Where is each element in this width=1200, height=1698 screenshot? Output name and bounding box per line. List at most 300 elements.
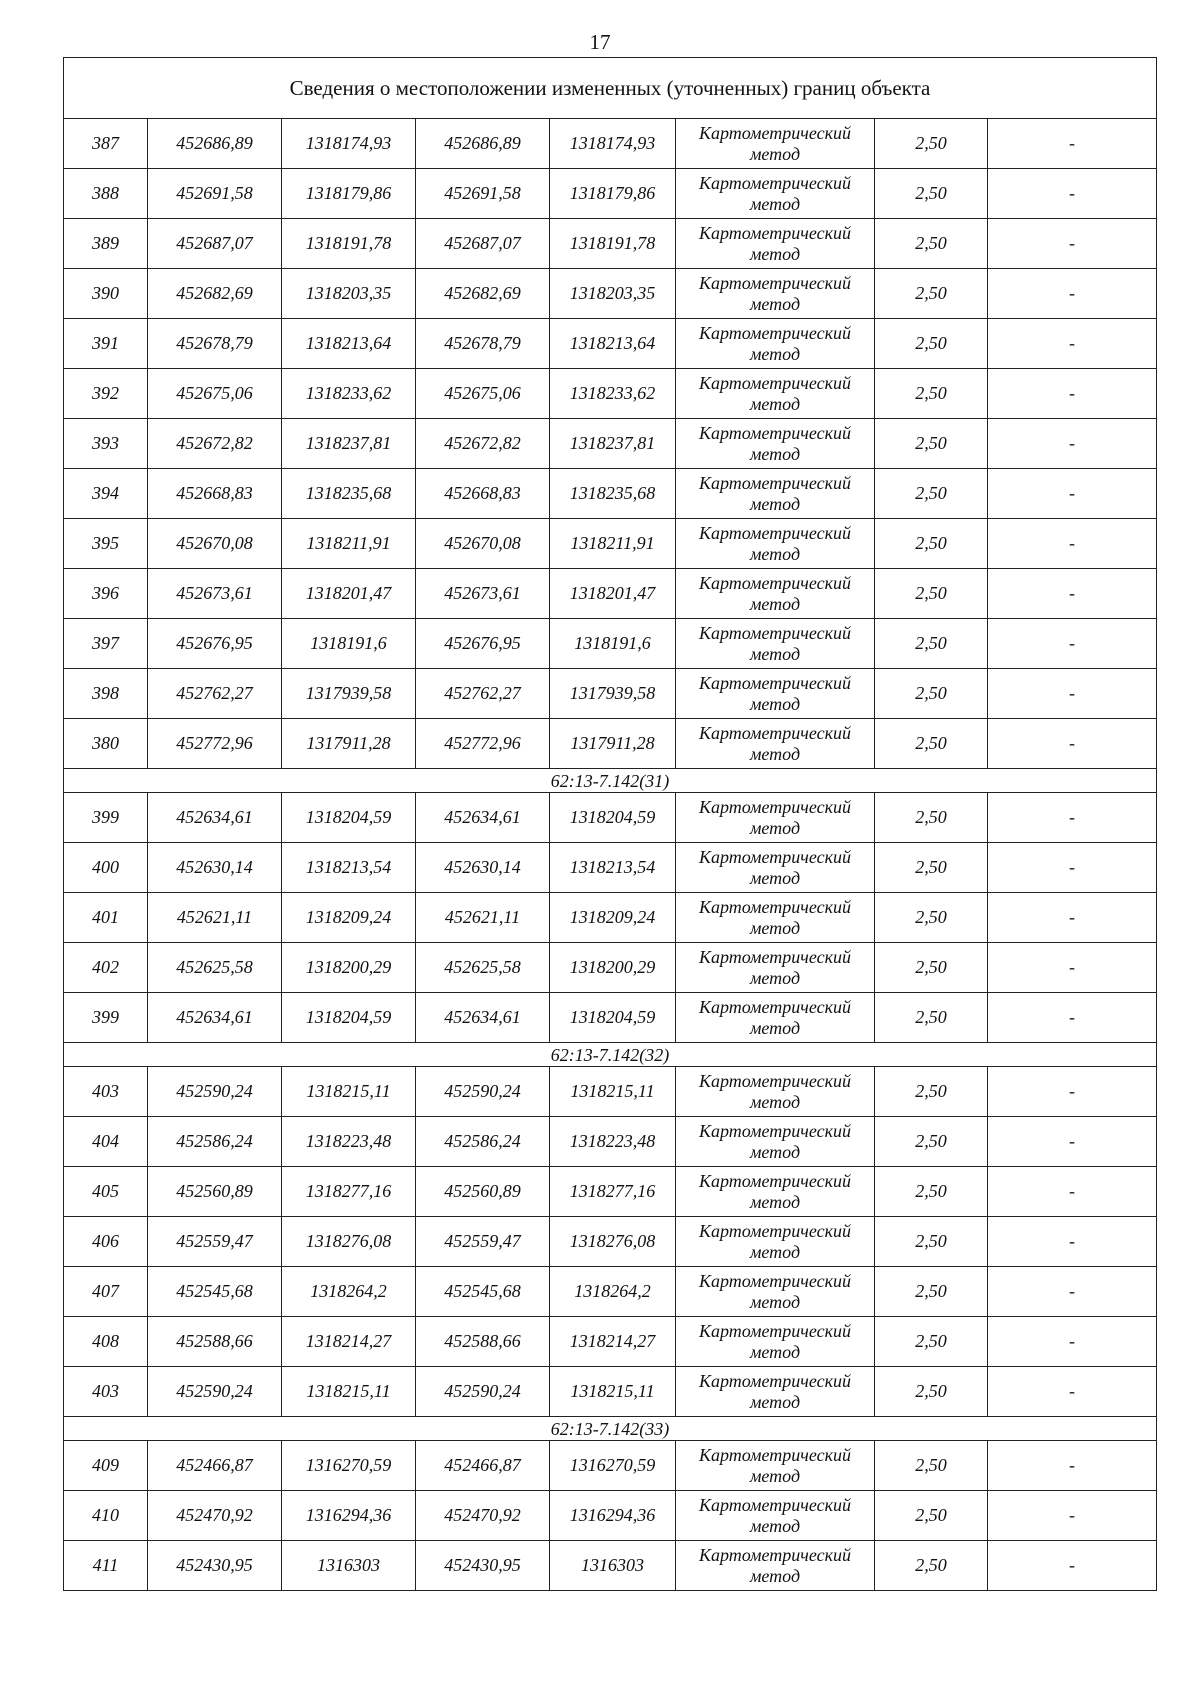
method-line2: метод — [749, 967, 801, 988]
x-existing-cell: 452670,08 — [148, 519, 282, 569]
accuracy-cell: 2,50 — [875, 719, 988, 769]
y-new-cell: 1316270,59 — [550, 1441, 676, 1491]
section-label: 62:13-7.142(31) — [64, 769, 1157, 793]
accuracy-cell: 2,50 — [875, 169, 988, 219]
method-cell — [676, 269, 875, 319]
method-line1: Картометрический — [698, 796, 851, 817]
y-new-cell: 1318191,78 — [550, 219, 676, 269]
section-label: 62:13-7.142(33) — [64, 1417, 1157, 1441]
table-row — [64, 119, 1157, 169]
x-new-cell: 452466,87 — [416, 1441, 550, 1491]
method-line2: метод — [749, 1565, 801, 1586]
point-number-cell: 392 — [64, 369, 148, 419]
accuracy-cell: 2,50 — [875, 469, 988, 519]
x-existing-cell: 452691,58 — [148, 169, 282, 219]
x-existing-cell: 452470,92 — [148, 1491, 282, 1541]
note-cell: - — [988, 619, 1157, 669]
x-new-cell: 452675,06 — [416, 369, 550, 419]
method-cell — [676, 1317, 875, 1367]
boundary-coordinates-table — [63, 57, 1157, 1591]
x-existing-cell: 452686,89 — [148, 119, 282, 169]
y-existing-cell: 1318215,11 — [282, 1067, 416, 1117]
x-existing-cell: 452430,95 — [148, 1541, 282, 1591]
point-number-cell: 389 — [64, 219, 148, 269]
x-new-cell: 452686,89 — [416, 119, 550, 169]
table-row — [64, 943, 1157, 993]
method-line2: метод — [749, 1191, 801, 1212]
method-line2: метод — [749, 243, 801, 264]
method-cell — [676, 1067, 875, 1117]
method-cell — [676, 843, 875, 893]
x-existing-cell: 452560,89 — [148, 1167, 282, 1217]
method-line2: метод — [749, 593, 801, 614]
accuracy-cell: 2,50 — [875, 893, 988, 943]
method-line1: Картометрический — [698, 572, 851, 593]
table-row — [64, 993, 1157, 1043]
point-number-cell: 395 — [64, 519, 148, 569]
method-cell — [676, 1541, 875, 1591]
method-line1: Картометрический — [698, 1170, 851, 1191]
y-existing-cell: 1318209,24 — [282, 893, 416, 943]
y-new-cell: 1318215,11 — [550, 1067, 676, 1117]
x-new-cell: 452560,89 — [416, 1167, 550, 1217]
y-existing-cell: 1318191,6 — [282, 619, 416, 669]
point-number-cell: 390 — [64, 269, 148, 319]
method-cell — [676, 319, 875, 369]
point-number-cell: 401 — [64, 893, 148, 943]
method-line1: Картометрический — [698, 222, 851, 243]
accuracy-cell: 2,50 — [875, 943, 988, 993]
table-row — [64, 1067, 1157, 1117]
method-line1: Картометрический — [698, 1370, 851, 1391]
method-line1: Картометрический — [698, 672, 851, 693]
page-number: 17 — [589, 30, 611, 54]
point-number-cell: 398 — [64, 669, 148, 719]
accuracy-cell: 2,50 — [875, 1441, 988, 1491]
method-line1: Картометрический — [698, 322, 851, 343]
accuracy-cell: 2,50 — [875, 1267, 988, 1317]
table-row — [64, 1217, 1157, 1267]
y-new-cell: 1318213,64 — [550, 319, 676, 369]
y-existing-cell: 1318191,78 — [282, 219, 416, 269]
y-new-cell: 1318223,48 — [550, 1117, 676, 1167]
method-line2: метод — [749, 1017, 801, 1038]
x-existing-cell: 452559,47 — [148, 1217, 282, 1267]
method-line2: метод — [749, 393, 801, 414]
method-line2: метод — [749, 1391, 801, 1412]
method-line2: метод — [749, 1241, 801, 1262]
accuracy-cell: 2,50 — [875, 1317, 988, 1367]
method-cell — [676, 1167, 875, 1217]
point-number-cell: 399 — [64, 993, 148, 1043]
y-existing-cell: 1318213,64 — [282, 319, 416, 369]
table-row — [64, 519, 1157, 569]
method-line2: метод — [749, 543, 801, 564]
x-new-cell: 452762,27 — [416, 669, 550, 719]
method-line1: Картометрический — [698, 1544, 851, 1565]
method-cell — [676, 519, 875, 569]
accuracy-cell: 2,50 — [875, 219, 988, 269]
table-row — [64, 269, 1157, 319]
y-new-cell: 1318191,6 — [550, 619, 676, 669]
y-existing-cell: 1318237,81 — [282, 419, 416, 469]
note-cell: - — [988, 369, 1157, 419]
method-line1: Картометрический — [698, 1320, 851, 1341]
method-line2: метод — [749, 443, 801, 464]
section-label: 62:13-7.142(32) — [64, 1043, 1157, 1067]
note-cell: - — [988, 993, 1157, 1043]
method-line2: метод — [749, 1141, 801, 1162]
table-title: Сведения о местоположении измененных (уточненных) границ объекта — [64, 58, 1157, 119]
x-existing-cell: 452762,27 — [148, 669, 282, 719]
method-line2: метод — [749, 1291, 801, 1312]
accuracy-cell: 2,50 — [875, 1067, 988, 1117]
x-new-cell: 452470,92 — [416, 1491, 550, 1541]
accuracy-cell: 2,50 — [875, 843, 988, 893]
y-existing-cell: 1318174,93 — [282, 119, 416, 169]
table-row — [64, 843, 1157, 893]
method-line2: метод — [749, 193, 801, 214]
method-cell — [676, 1267, 875, 1317]
accuracy-cell: 2,50 — [875, 1367, 988, 1417]
method-line1: Картометрический — [698, 1494, 851, 1515]
x-new-cell: 452668,83 — [416, 469, 550, 519]
y-new-cell: 1318233,62 — [550, 369, 676, 419]
y-new-cell: 1318214,27 — [550, 1317, 676, 1367]
method-line1: Картометрический — [698, 946, 851, 967]
y-existing-cell: 1318215,11 — [282, 1367, 416, 1417]
method-line1: Картометрический — [698, 1120, 851, 1141]
x-existing-cell: 452630,14 — [148, 843, 282, 893]
point-number-cell: 397 — [64, 619, 148, 669]
x-existing-cell: 452673,61 — [148, 569, 282, 619]
x-new-cell: 452678,79 — [416, 319, 550, 369]
y-new-cell: 1318204,59 — [550, 993, 676, 1043]
table-row — [64, 893, 1157, 943]
y-new-cell: 1318209,24 — [550, 893, 676, 943]
method-cell — [676, 469, 875, 519]
y-new-cell: 1318203,35 — [550, 269, 676, 319]
section-row — [64, 769, 1157, 793]
y-new-cell: 1318204,59 — [550, 793, 676, 843]
method-cell — [676, 719, 875, 769]
x-new-cell: 452590,24 — [416, 1067, 550, 1117]
note-cell: - — [988, 669, 1157, 719]
table-row — [64, 419, 1157, 469]
note-cell: - — [988, 793, 1157, 843]
accuracy-cell: 2,50 — [875, 519, 988, 569]
y-new-cell: 1317939,58 — [550, 669, 676, 719]
section-row — [64, 1043, 1157, 1067]
x-existing-cell: 452621,11 — [148, 893, 282, 943]
note-cell: - — [988, 1441, 1157, 1491]
y-new-cell: 1316303 — [550, 1541, 676, 1591]
accuracy-cell: 2,50 — [875, 669, 988, 719]
method-line2: метод — [749, 1465, 801, 1486]
point-number-cell: 400 — [64, 843, 148, 893]
method-line1: Картометрический — [698, 1444, 851, 1465]
point-number-cell: 396 — [64, 569, 148, 619]
x-existing-cell: 452634,61 — [148, 793, 282, 843]
point-number-cell: 409 — [64, 1441, 148, 1491]
point-number-cell: 403 — [64, 1067, 148, 1117]
y-existing-cell: 1318214,27 — [282, 1317, 416, 1367]
note-cell: - — [988, 1217, 1157, 1267]
x-new-cell: 452590,24 — [416, 1367, 550, 1417]
y-new-cell: 1318276,08 — [550, 1217, 676, 1267]
method-line1: Картометрический — [698, 846, 851, 867]
method-line1: Картометрический — [698, 522, 851, 543]
method-cell — [676, 419, 875, 469]
x-existing-cell: 452634,61 — [148, 993, 282, 1043]
method-line1: Картометрический — [698, 622, 851, 643]
x-new-cell: 452772,96 — [416, 719, 550, 769]
x-existing-cell: 452668,83 — [148, 469, 282, 519]
method-line2: метод — [749, 1341, 801, 1362]
x-new-cell: 452559,47 — [416, 1217, 550, 1267]
accuracy-cell: 2,50 — [875, 269, 988, 319]
method-line2: метод — [749, 693, 801, 714]
x-new-cell: 452673,61 — [416, 569, 550, 619]
accuracy-cell: 2,50 — [875, 1167, 988, 1217]
accuracy-cell: 2,50 — [875, 369, 988, 419]
y-new-cell: 1318174,93 — [550, 119, 676, 169]
x-existing-cell: 452590,24 — [148, 1067, 282, 1117]
method-line1: Картометрический — [698, 896, 851, 917]
method-cell — [676, 1441, 875, 1491]
method-cell — [676, 219, 875, 269]
point-number-cell: 399 — [64, 793, 148, 843]
method-cell — [676, 119, 875, 169]
point-number-cell: 407 — [64, 1267, 148, 1317]
point-number-cell: 394 — [64, 469, 148, 519]
point-number-cell: 380 — [64, 719, 148, 769]
y-new-cell: 1318201,47 — [550, 569, 676, 619]
y-existing-cell: 1318179,86 — [282, 169, 416, 219]
note-cell: - — [988, 469, 1157, 519]
y-existing-cell: 1318200,29 — [282, 943, 416, 993]
x-existing-cell: 452545,68 — [148, 1267, 282, 1317]
x-existing-cell: 452772,96 — [148, 719, 282, 769]
method-cell — [676, 993, 875, 1043]
note-cell: - — [988, 219, 1157, 269]
x-new-cell: 452588,66 — [416, 1317, 550, 1367]
x-existing-cell: 452586,24 — [148, 1117, 282, 1167]
table-row — [64, 1117, 1157, 1167]
method-line1: Картометрический — [698, 722, 851, 743]
note-cell: - — [988, 1067, 1157, 1117]
method-line2: метод — [749, 1515, 801, 1536]
accuracy-cell: 2,50 — [875, 419, 988, 469]
method-cell — [676, 669, 875, 719]
x-existing-cell: 452676,95 — [148, 619, 282, 669]
table-row — [64, 1491, 1157, 1541]
x-new-cell: 452545,68 — [416, 1267, 550, 1317]
method-line1: Картометрический — [698, 372, 851, 393]
y-existing-cell: 1318213,54 — [282, 843, 416, 893]
point-number-cell: 402 — [64, 943, 148, 993]
method-line2: метод — [749, 143, 801, 164]
method-line1: Картометрический — [698, 172, 851, 193]
x-existing-cell: 452625,58 — [148, 943, 282, 993]
method-line1: Картометрический — [698, 1270, 851, 1291]
accuracy-cell: 2,50 — [875, 793, 988, 843]
y-existing-cell: 1318235,68 — [282, 469, 416, 519]
y-existing-cell: 1318276,08 — [282, 1217, 416, 1267]
x-new-cell: 452676,95 — [416, 619, 550, 669]
note-cell: - — [988, 119, 1157, 169]
method-line1: Картометрический — [698, 996, 851, 1017]
method-cell — [676, 793, 875, 843]
point-number-cell: 403 — [64, 1367, 148, 1417]
table-row — [64, 369, 1157, 419]
y-existing-cell: 1316294,36 — [282, 1491, 416, 1541]
accuracy-cell: 2,50 — [875, 119, 988, 169]
method-line2: метод — [749, 1091, 801, 1112]
table-row — [64, 1267, 1157, 1317]
x-existing-cell: 452588,66 — [148, 1317, 282, 1367]
table-row — [64, 1541, 1157, 1591]
x-existing-cell: 452687,07 — [148, 219, 282, 269]
note-cell: - — [988, 1491, 1157, 1541]
accuracy-cell: 2,50 — [875, 569, 988, 619]
section-row — [64, 1417, 1157, 1441]
y-existing-cell: 1318211,91 — [282, 519, 416, 569]
point-number-cell: 411 — [64, 1541, 148, 1591]
note-cell: - — [988, 319, 1157, 369]
method-line1: Картометрический — [698, 1220, 851, 1241]
method-cell — [676, 169, 875, 219]
method-line1: Картометрический — [698, 272, 851, 293]
x-new-cell: 452621,11 — [416, 893, 550, 943]
note-cell: - — [988, 419, 1157, 469]
y-new-cell: 1318264,2 — [550, 1267, 676, 1317]
x-existing-cell: 452675,06 — [148, 369, 282, 419]
accuracy-cell: 2,50 — [875, 619, 988, 669]
y-new-cell: 1318235,68 — [550, 469, 676, 519]
table-row — [64, 619, 1157, 669]
x-existing-cell: 452466,87 — [148, 1441, 282, 1491]
x-new-cell: 452630,14 — [416, 843, 550, 893]
accuracy-cell: 2,50 — [875, 319, 988, 369]
x-new-cell: 452586,24 — [416, 1117, 550, 1167]
accuracy-cell: 2,50 — [875, 1117, 988, 1167]
y-new-cell: 1318213,54 — [550, 843, 676, 893]
method-line2: метод — [749, 343, 801, 364]
y-new-cell: 1318200,29 — [550, 943, 676, 993]
note-cell: - — [988, 843, 1157, 893]
note-cell: - — [988, 1167, 1157, 1217]
point-number-cell: 404 — [64, 1117, 148, 1167]
note-cell: - — [988, 1541, 1157, 1591]
x-new-cell: 452691,58 — [416, 169, 550, 219]
x-new-cell: 452672,82 — [416, 419, 550, 469]
y-new-cell: 1318179,86 — [550, 169, 676, 219]
method-cell — [676, 569, 875, 619]
method-line2: метод — [749, 493, 801, 514]
y-existing-cell: 1318204,59 — [282, 993, 416, 1043]
note-cell: - — [988, 569, 1157, 619]
note-cell: - — [988, 1267, 1157, 1317]
point-number-cell: 388 — [64, 169, 148, 219]
table-row — [64, 1317, 1157, 1367]
x-existing-cell: 452678,79 — [148, 319, 282, 369]
y-new-cell: 1317911,28 — [550, 719, 676, 769]
point-number-cell: 391 — [64, 319, 148, 369]
method-line2: метод — [749, 817, 801, 838]
y-existing-cell: 1318204,59 — [282, 793, 416, 843]
point-number-cell: 406 — [64, 1217, 148, 1267]
note-cell: - — [988, 893, 1157, 943]
table-row — [64, 1367, 1157, 1417]
y-new-cell: 1318277,16 — [550, 1167, 676, 1217]
x-new-cell: 452682,69 — [416, 269, 550, 319]
x-new-cell: 452670,08 — [416, 519, 550, 569]
y-new-cell: 1316294,36 — [550, 1491, 676, 1541]
x-new-cell: 452430,95 — [416, 1541, 550, 1591]
point-number-cell: 387 — [64, 119, 148, 169]
table-row — [64, 219, 1157, 269]
method-line1: Картометрический — [698, 122, 851, 143]
method-cell — [676, 1491, 875, 1541]
note-cell: - — [988, 269, 1157, 319]
method-line1: Картометрический — [698, 1070, 851, 1091]
y-new-cell: 1318215,11 — [550, 1367, 676, 1417]
y-existing-cell: 1316303 — [282, 1541, 416, 1591]
y-existing-cell: 1318233,62 — [282, 369, 416, 419]
method-line2: метод — [749, 293, 801, 314]
y-existing-cell: 1317911,28 — [282, 719, 416, 769]
table-row — [64, 169, 1157, 219]
y-existing-cell: 1318201,47 — [282, 569, 416, 619]
method-cell — [676, 893, 875, 943]
note-cell: - — [988, 169, 1157, 219]
y-new-cell: 1318211,91 — [550, 519, 676, 569]
y-existing-cell: 1318203,35 — [282, 269, 416, 319]
x-existing-cell: 452682,69 — [148, 269, 282, 319]
table-row — [64, 669, 1157, 719]
method-cell — [676, 369, 875, 419]
y-existing-cell: 1318223,48 — [282, 1117, 416, 1167]
method-line2: метод — [749, 867, 801, 888]
y-new-cell: 1318237,81 — [550, 419, 676, 469]
accuracy-cell: 2,50 — [875, 1541, 988, 1591]
note-cell: - — [988, 1317, 1157, 1367]
method-cell — [676, 1117, 875, 1167]
method-line1: Картометрический — [698, 422, 851, 443]
table-row — [64, 719, 1157, 769]
y-existing-cell: 1318264,2 — [282, 1267, 416, 1317]
y-existing-cell: 1318277,16 — [282, 1167, 416, 1217]
table-row — [64, 319, 1157, 369]
method-line1: Картометрический — [698, 472, 851, 493]
accuracy-cell: 2,50 — [875, 993, 988, 1043]
method-line2: метод — [749, 643, 801, 664]
table-row — [64, 469, 1157, 519]
x-existing-cell: 452590,24 — [148, 1367, 282, 1417]
point-number-cell: 408 — [64, 1317, 148, 1367]
y-existing-cell: 1317939,58 — [282, 669, 416, 719]
accuracy-cell: 2,50 — [875, 1491, 988, 1541]
note-cell: - — [988, 1117, 1157, 1167]
table-row — [64, 569, 1157, 619]
x-new-cell: 452634,61 — [416, 793, 550, 843]
point-number-cell: 410 — [64, 1491, 148, 1541]
table-row — [64, 1441, 1157, 1491]
accuracy-cell: 2,50 — [875, 1217, 988, 1267]
method-line2: метод — [749, 743, 801, 764]
method-cell — [676, 943, 875, 993]
